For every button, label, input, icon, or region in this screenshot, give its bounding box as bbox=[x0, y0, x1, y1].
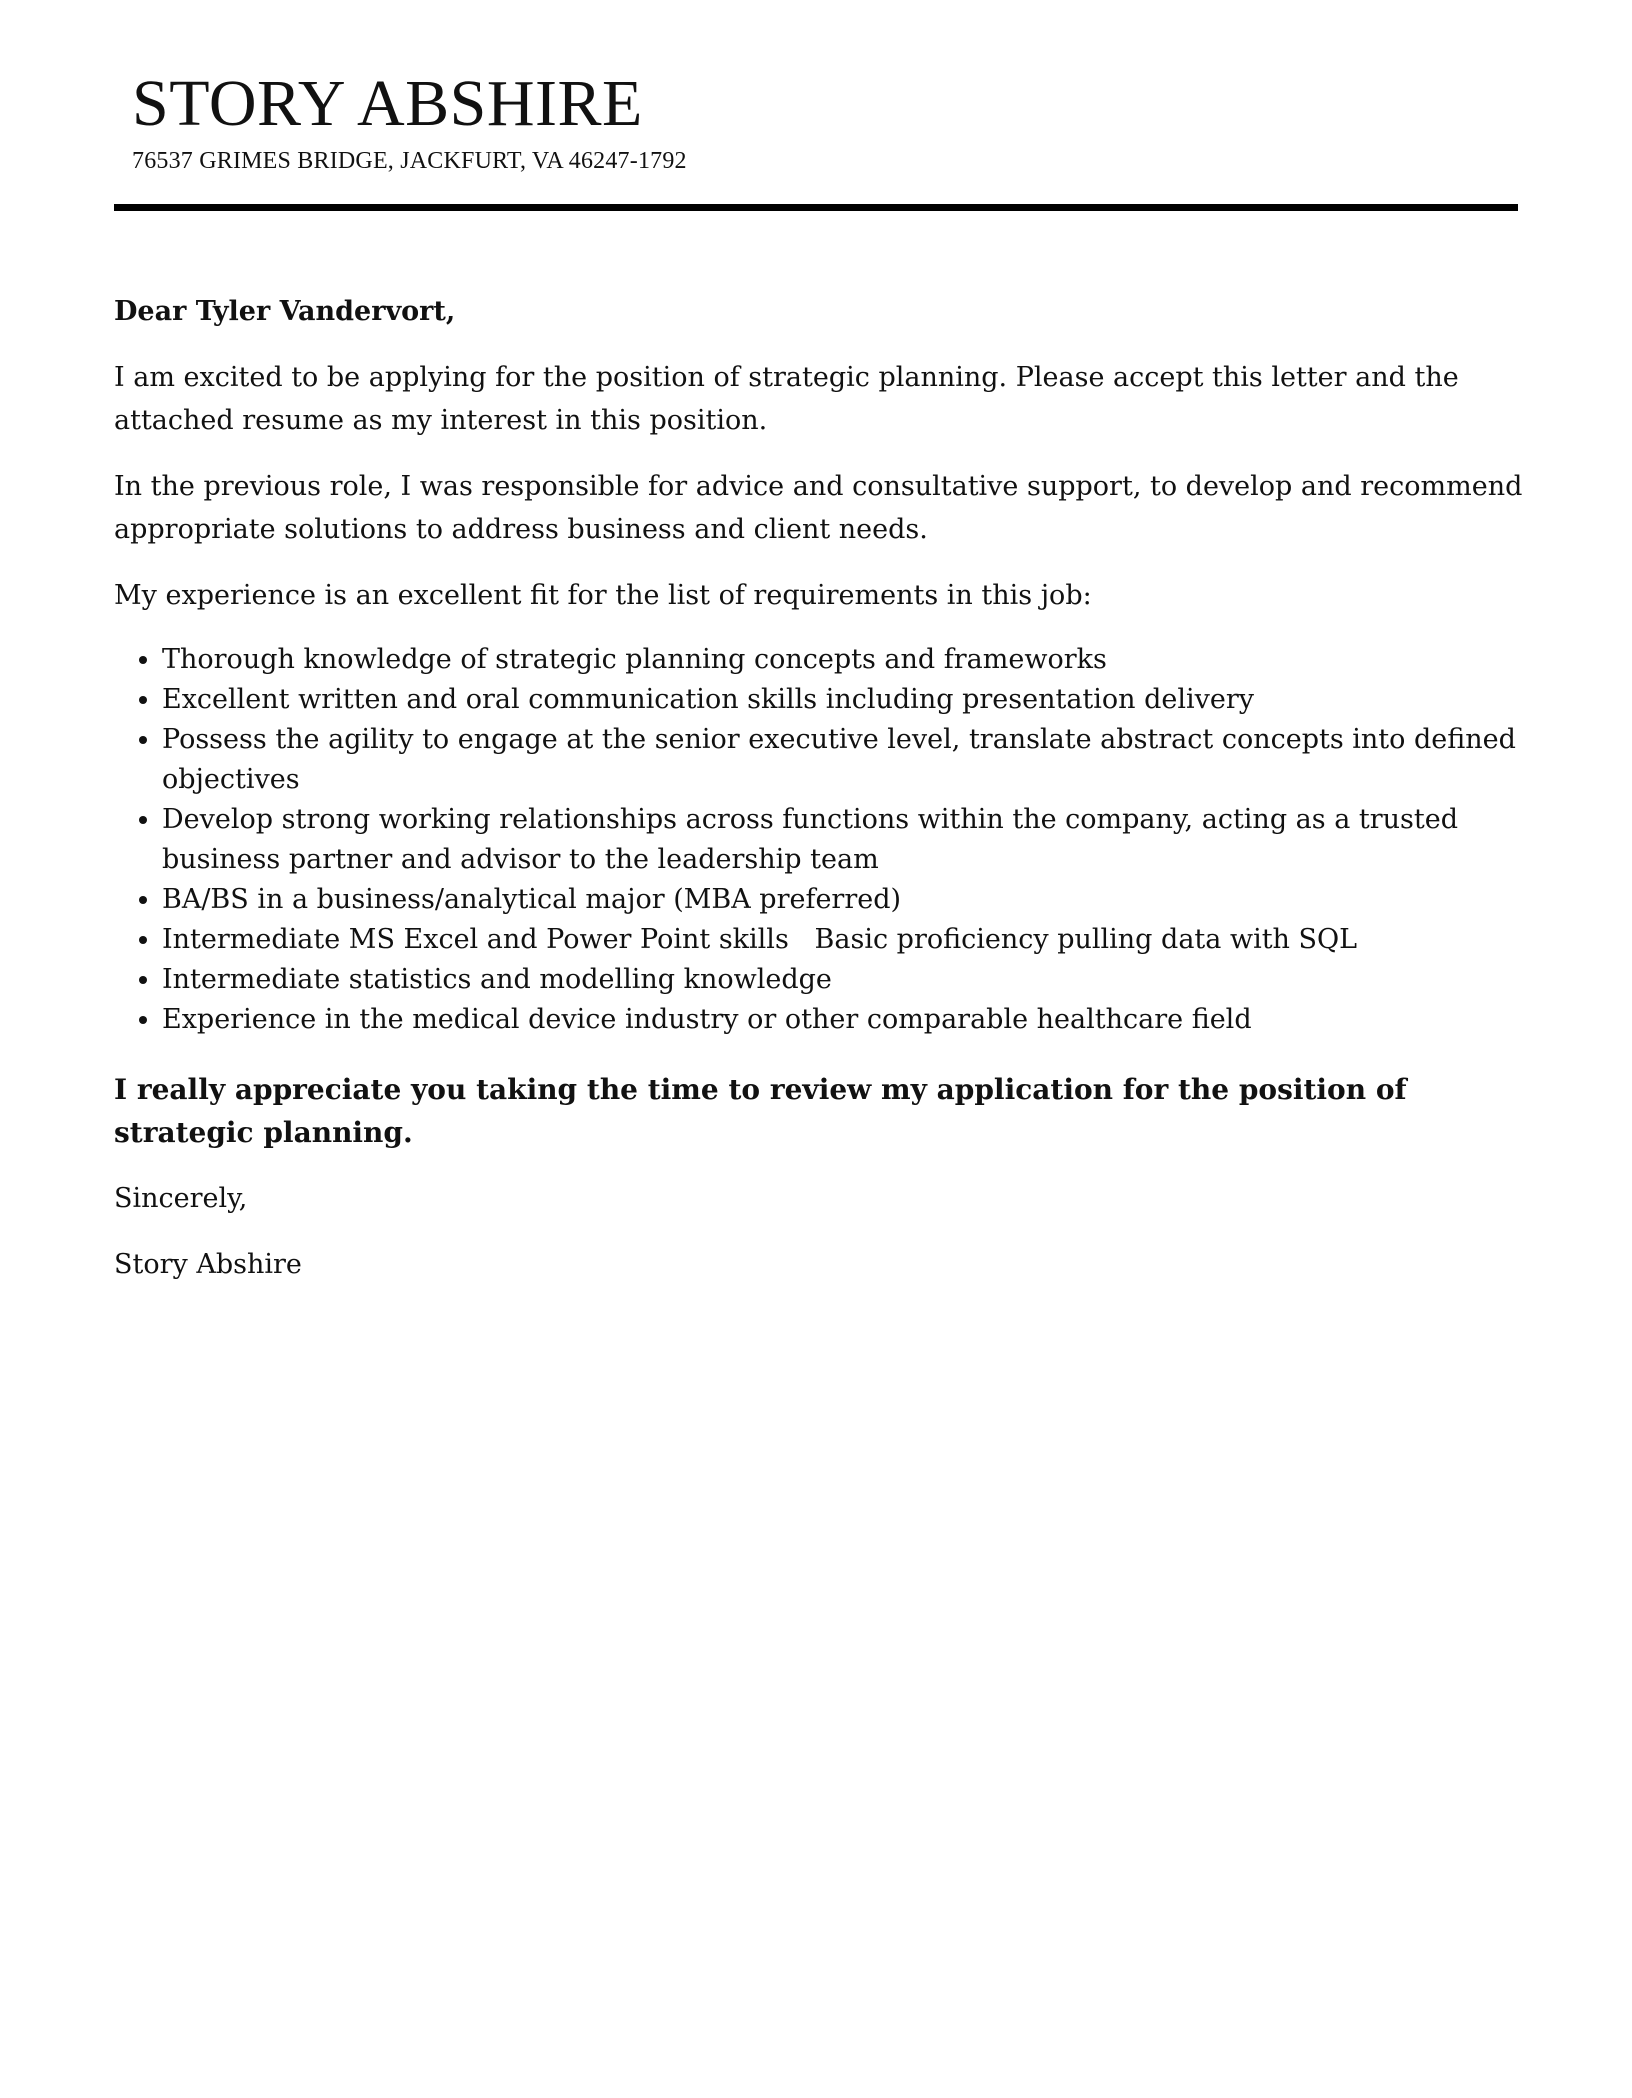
requirements-intro: My experience is an excellent fit for the list of requirements in this job: bbox=[114, 580, 1092, 611]
signoff: Sincerely, bbox=[114, 1183, 248, 1214]
signature-name: Story Abshire bbox=[114, 1249, 302, 1280]
greeting: Dear Tyler Vandervort, bbox=[114, 296, 456, 327]
list-item: • Develop strong working relationships across functions within the company, acting as a trusted business partner and advisor to the leadership team bbox=[162, 800, 1524, 880]
intro-paragraph: I am excited to be applying for the position of strategic planning. Please accept this letter and the attached resume as my interest in this position. bbox=[114, 362, 1459, 436]
experience-paragraph: In the previous role, I was responsible for advice and consultative support, to develop and recommend appropriate solutions to address business and client needs. bbox=[114, 471, 1523, 545]
list-item: • Intermediate statistics and modelling knowledge bbox=[162, 960, 1524, 1000]
list-item: • Thorough knowledge of strategic planning concepts and frameworks bbox=[162, 640, 1524, 680]
list-item: • Experience in the medical device industry or other comparable healthcare field bbox=[162, 1000, 1524, 1040]
letter-body bbox=[114, 290, 1524, 1309]
header-divider bbox=[114, 204, 1518, 211]
list-item: • Intermediate MS Excel and Power Point skills Basic proficiency pulling data with SQL bbox=[162, 920, 1524, 960]
letter-header bbox=[132, 64, 687, 176]
list-item: • BA/BS in a business/analytical major (MBA preferred) bbox=[162, 880, 1524, 920]
applicant-name: STORY ABSHIRE bbox=[132, 67, 643, 140]
list-item: • Excellent written and oral communication skills including presentation delivery bbox=[162, 680, 1524, 720]
closing-statement: I really appreciate you taking the time to review my application for the position of strategic planning. bbox=[114, 1073, 1407, 1149]
applicant-address: 76537 GRIMES BRIDGE, JACKFURT, VA 46247-1792 bbox=[132, 148, 687, 174]
list-item: • Possess the agility to engage at the senior executive level, translate abstract concepts into defined objectives bbox=[162, 720, 1524, 800]
requirements-list bbox=[114, 640, 1524, 1040]
